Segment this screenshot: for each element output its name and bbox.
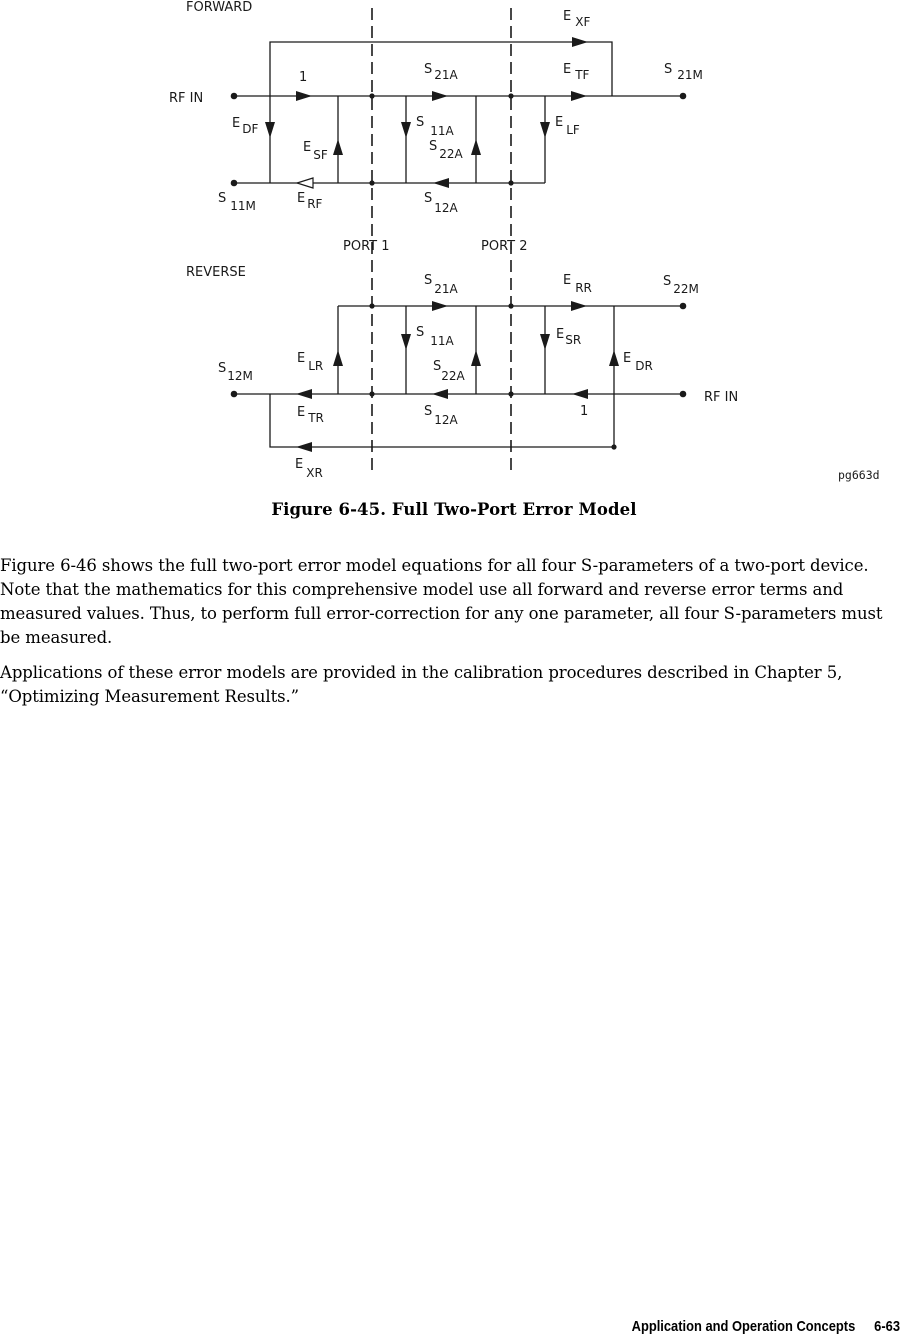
arrow-down-s11a bbox=[401, 122, 411, 138]
s21m-port-node bbox=[680, 93, 687, 100]
junction-node bbox=[369, 391, 374, 396]
junction-node bbox=[508, 93, 513, 98]
s12m-port-node bbox=[231, 391, 238, 398]
forward-model bbox=[169, 0, 703, 215]
label-e-rf: E RF bbox=[297, 191, 323, 211]
arrow-left-s12a bbox=[432, 389, 448, 399]
junction-node bbox=[369, 93, 374, 98]
label-s-12a: S12A bbox=[424, 191, 458, 215]
arrow-down-s11a bbox=[401, 334, 411, 350]
arrow-up-edr bbox=[609, 350, 619, 366]
label-e-xr: EXR bbox=[295, 457, 323, 480]
figure-caption: Figure 6-45. Full Two-Port Error Model bbox=[271, 500, 637, 519]
rf-in-label: RF IN bbox=[704, 390, 739, 405]
s11m-port-node bbox=[231, 180, 238, 187]
label-e-df: E DF bbox=[232, 116, 259, 136]
rf-in-port-node bbox=[231, 93, 238, 100]
arrow-down-elf bbox=[540, 122, 550, 138]
page-footer bbox=[608, 1318, 900, 1335]
label-s-12m: S12M bbox=[218, 361, 253, 383]
page-number: 6-63 bbox=[874, 1318, 900, 1335]
arrow-up-s22a bbox=[471, 139, 481, 155]
label-s-12a: S12A bbox=[424, 404, 458, 427]
footer-section-title: Application and Operation Concepts bbox=[631, 1318, 856, 1335]
figure-code-label: pg663d bbox=[838, 468, 880, 482]
arrow-right-unity bbox=[296, 91, 312, 101]
label-e-rr: E RR bbox=[563, 273, 592, 295]
arrow-left-etr bbox=[296, 389, 312, 399]
label-e-tf: E TF bbox=[563, 62, 590, 82]
rf-in-port-node bbox=[680, 391, 687, 398]
forward-heading: FORWARD bbox=[186, 0, 253, 15]
unity-gain-label: 1 bbox=[299, 70, 308, 85]
label-s-22m: S 22M bbox=[663, 274, 699, 296]
arrow-right-etf bbox=[571, 91, 587, 101]
junction-node bbox=[369, 303, 374, 308]
label-s-22a: S 22A bbox=[429, 139, 463, 161]
arrow-up-elr bbox=[333, 350, 343, 366]
arrow-up-esf bbox=[333, 139, 343, 155]
s22m-port-node bbox=[680, 303, 687, 310]
label-e-lr: E LR bbox=[297, 351, 324, 373]
label-s-21a: S21A bbox=[424, 273, 458, 296]
arrow-down-edf bbox=[265, 122, 275, 138]
arrow-right-s21a bbox=[432, 91, 448, 101]
label-e-tr: E TR bbox=[297, 405, 324, 425]
arrow-up-s22a bbox=[471, 350, 481, 366]
label-s-21a: S 21A bbox=[424, 62, 458, 82]
body-paragraph: Applications of these error models are provided in the calibration procedures described in Chapter 5, “Optimizing Measurement Results.” bbox=[0, 663, 843, 706]
junction-node bbox=[611, 444, 616, 449]
label-s-22a: S22A bbox=[433, 359, 465, 383]
port-1-label: PORT 1 bbox=[343, 239, 390, 254]
label-s-11a: S11A bbox=[416, 325, 454, 348]
label-s-11a: S11A bbox=[416, 115, 454, 138]
port-2-label: PORT 2 bbox=[481, 239, 528, 254]
arrow-left-exr bbox=[296, 442, 312, 452]
label-e-lf: E LF bbox=[555, 115, 580, 137]
arrow-left-s12a bbox=[433, 178, 449, 188]
arrow-right-err bbox=[571, 301, 587, 311]
two-port-error-model-diagram bbox=[0, 0, 908, 490]
reverse-heading: REVERSE bbox=[186, 265, 246, 280]
reverse-model bbox=[186, 265, 738, 480]
junction-node bbox=[508, 303, 513, 308]
rf-in-label: RF IN bbox=[169, 91, 204, 106]
arrow-right-exf bbox=[572, 37, 588, 47]
unity-gain-label: 1 bbox=[580, 404, 589, 419]
arrow-down-esr bbox=[540, 334, 550, 350]
label-e-dr: E DR bbox=[623, 351, 653, 373]
label-e-sf: E SF bbox=[303, 140, 328, 162]
arrow-left-unity bbox=[572, 389, 588, 399]
junction-node bbox=[508, 391, 513, 396]
label-s-21m: S 21M bbox=[664, 62, 703, 82]
label-s-11m: S 11M bbox=[218, 191, 256, 213]
label-e-xf: E XF bbox=[563, 9, 591, 29]
arrow-left-erf bbox=[297, 178, 313, 188]
body-paragraph: Figure 6-46 shows the full two-port error model equations for all four S-parameters of a two-port device. Note that the mathematics for this comprehensive model use all forward and reverse error terms and measured values. Thus, to perform full error-correction for any one parameter, all four S-parameters must be measured. bbox=[0, 556, 883, 647]
label-e-sr: ESR bbox=[556, 327, 582, 347]
arrow-right-s21a bbox=[432, 301, 448, 311]
